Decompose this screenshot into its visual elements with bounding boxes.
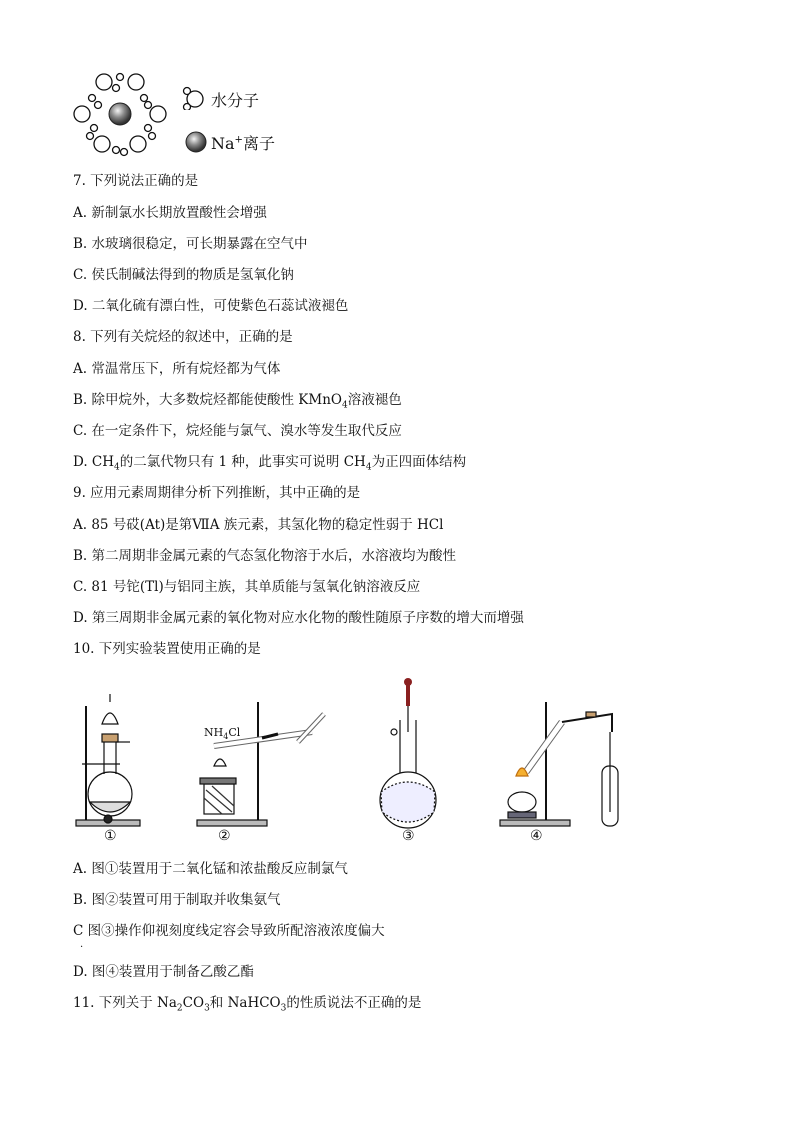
figure-label-3: ③ — [402, 828, 415, 844]
q7-option-a: A. 新制氯水长期放置酸性会增强 — [73, 205, 267, 221]
apparatus-figure — [72, 672, 632, 850]
apparatus-3 — [380, 678, 436, 828]
q8-option-a: A. 常温常压下，所有烷烃都为气体 — [73, 361, 281, 377]
water-molecule-icon — [182, 86, 208, 110]
q10-option-b: B. 图②装置可用于制取并收集氨气 — [73, 892, 281, 908]
q7-option-c: C. 侯氏制碱法得到的物质是氢氧化钠 — [73, 267, 294, 283]
q10-option-c: C 图③操作仰视刻度线定容会导致所配溶液浓度偏大 — [73, 923, 385, 939]
q9-option-a: A. 85 号砹(At)是第ⅦA 族元素，其氢化物的稳定性弱于 HCl — [73, 517, 444, 533]
q9-option-c: C. 81 号铊(Tl)与铝同主族，其单质能与氢氧化钠溶液反应 — [73, 579, 421, 595]
q10-stem: 10. 下列实验装置使用正确的是 — [73, 641, 261, 657]
hydration-figure — [72, 68, 172, 160]
q9-option-b: B. 第二周期非金属元素的气态氢化物溶于水后，水溶液均为酸性 — [73, 548, 457, 564]
q7-option-b: B. 水玻璃很稳定，可长期暴露在空气中 — [73, 236, 308, 252]
apparatus-4 — [500, 702, 618, 826]
figure-label-2: ② — [218, 828, 231, 844]
q9-stem: 9. 应用元素周期律分析下列推断，其中正确的是 — [73, 485, 361, 501]
q10-option-c-dot: . — [80, 939, 84, 950]
q8-stem: 8. 下列有关烷烃的叙述中，正确的是 — [73, 329, 293, 345]
q9-option-d: D. 第三周期非金属元素的氧化物对应水化物的酸性随原子序数的增大而增强 — [73, 610, 524, 626]
nh4cl-label: $NH_4Cl$ — [204, 726, 241, 742]
q11-stem: 11. 下列关于 $Na_2CO_3$和 NaHCO$_3$的性质说法不正确的是 — [73, 995, 422, 1014]
q8-option-d: D. $CH_4$的二氯代物只有 1 种，此事实可说明 $CH_4$为正四面体结构 — [73, 454, 467, 473]
q10-option-a: A. 图①装置用于二氧化锰和浓盐酸反应制氯气 — [73, 861, 348, 877]
hydrated-sodium-ion-diagram — [72, 68, 172, 160]
figure-label-1: ① — [104, 828, 117, 844]
figure-label-4: ④ — [530, 828, 543, 844]
sodium-ion-icon — [185, 131, 207, 153]
apparatus-1 — [76, 694, 140, 826]
legend-sodium-label: Na+离子 — [211, 134, 275, 153]
q7-stem: 7. 下列说法正确的是 — [73, 173, 199, 189]
q8-option-b: B. 除甲烷外，大多数烷烃都能使酸性 KMnO$_4$溶液褪色 — [73, 392, 402, 411]
q10-option-d: D. 图④装置用于制备乙酸乙酯 — [73, 964, 254, 980]
legend-water-label: 水分子 — [211, 91, 260, 110]
apparatus-2 — [197, 702, 324, 826]
q7-option-d: D. 二氧化硫有漂白性，可使紫色石蕊试液褪色 — [73, 298, 349, 314]
q8-option-c: C. 在一定条件下，烷烃能与氯气、溴水等发生取代反应 — [73, 423, 402, 439]
